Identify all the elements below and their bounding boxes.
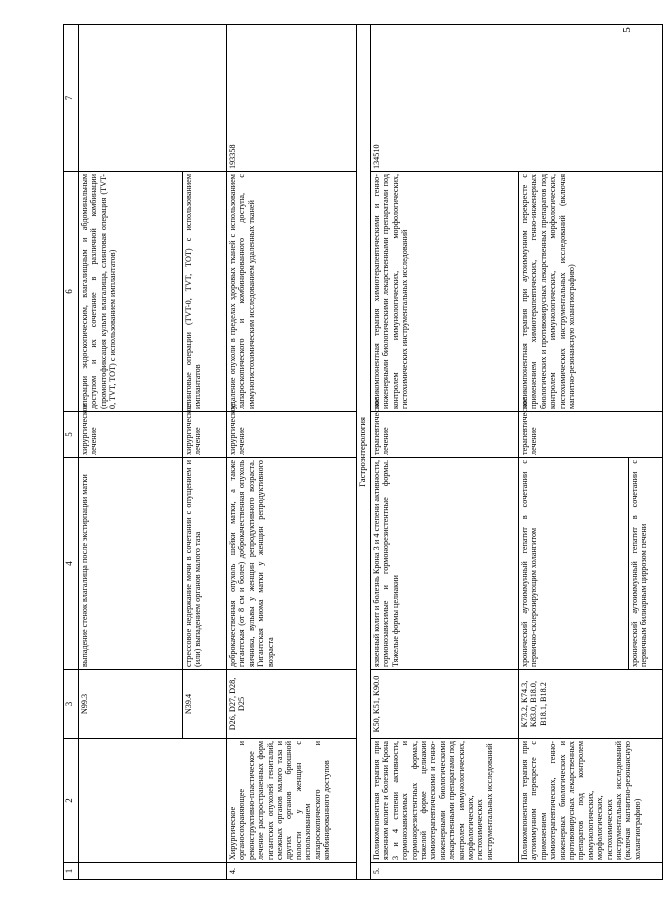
header-cell: 4 — [64, 458, 79, 670]
row-number-cell: 5. — [371, 863, 663, 880]
row-number-cell — [79, 863, 227, 880]
icd-code-cell: K73.2, K74.3, K83.0, B18.0, B18.1, B18.2 — [519, 670, 663, 739]
cost-cell: 193358 — [227, 25, 357, 172]
patient-model-cell: стрессовое недержание мочи в сочетании с опущением и (или) выпадением органов малого таза — [183, 458, 227, 670]
header-cell: 2 — [64, 739, 79, 863]
patient-model-cell: хронический аутоиммунный гепатит в сочетании с первично-склерозирующим холангитом — [519, 458, 629, 670]
icd-code-cell: D26, D27, D28, D25 — [227, 670, 357, 739]
icd-code-cell: N99.3 — [79, 670, 183, 739]
treatment-method-cell: слинговые операции (TVT-0, TVT, TOT) с использованием имплантатов — [183, 172, 227, 412]
vmp-name-cell: Поликомпонентная терапия при язвенном колите и болезни Крона 3 и 4 степени активности, гормонозависимых и гормонорезистентных формах, тяжелой форме целиакии химиотерапевтическими и генно-инженерными биологическими лекарственными препаратами под контролем иммунологических, морфологических, гистохимических инструментальных исследований — [371, 739, 519, 863]
patient-model-cell: хронический аутоиммунный гепатит в сочетании с первичным билиарным циррозом печени — [629, 458, 663, 670]
row-number-cell: 4. — [227, 863, 357, 880]
page-number: 5 — [620, 27, 633, 33]
treatment-type-cell: хирургическое лечение — [79, 412, 183, 458]
header-row — [64, 25, 79, 880]
header-cell: 5 — [64, 412, 79, 458]
treatment-type-cell: терапевтическое лечение — [371, 412, 519, 458]
treatment-type-cell: хирургическое лечение — [227, 412, 357, 458]
medical-care-table — [63, 24, 663, 880]
treatment-method-cell: удаление опухоли в пределах здоровых тканей с использованием лапароскопического и комбинированного доступа, с иммуногистохимическим исследованием удаленных тканей — [227, 172, 357, 412]
treatment-type-cell: хирургическое лечение — [183, 412, 227, 458]
treatment-method-cell: поликомпонентная терапия химиотерапевтическими и генно-инженерными биологическими лекарственными препаратами под контролем иммунологических, морфологических, гистохимических инструментальных исследований — [371, 172, 519, 412]
section-row — [357, 25, 371, 880]
treatment-method-cell: операции эндоскопическим, влагалищным и абдоминальным доступом и их сочетание в различной комбинации (промонтофиксация культи влагалища, слинговая операция (TVT-0, TVT, TOT) с использованием имплантатов) — [79, 172, 183, 412]
icd-code-cell: N39.4 — [183, 670, 227, 739]
cost-cell — [79, 25, 227, 172]
patient-model-cell: выпадение стенок влагалища после экстирпации матки — [79, 458, 183, 670]
header-cell: 7 — [64, 25, 79, 172]
treatment-method-cell: поликомпонентная терапия при аутоиммунном перекресте с применением химиотерапевтических, генно-инженерных биологических и противовирусных лекарственных препаратов под контролем иммунологических, морфологических, гистохимических инструментальных исследований (включая магнитно-резонансную холангиографию) — [519, 172, 663, 412]
cost-cell: 134510 — [371, 25, 663, 172]
rotated-table-container — [63, 25, 649, 880]
table-row — [227, 25, 357, 880]
header-cell: 6 — [64, 172, 79, 412]
icd-code-cell: K50, K51, K90.0 — [371, 670, 519, 739]
treatment-type-cell: терапевтическое лечение — [519, 412, 663, 458]
vmp-name-cell: Хирургическое органосохраняющее и реконструктивно-пластическое лечение распространенных форм гигантских опухолей гениталий, смежных органов малого таза и других органов брюшной полости у женщин с использованием лапароскопического и комбинированного доступов — [227, 739, 357, 863]
header-cell: 1 — [64, 863, 79, 880]
vmp-name-cell: Поликомпонентная терапия при аутоиммунном перекресте с применением химиотерапевтических, генно-инженерных биологических и противовирусных лекарственных препаратов под контролем иммунологических, морфологических, гистохимических инструментальных исследований (включая магнитно-резонансную холангиографию) — [519, 739, 663, 863]
patient-model-cell: доброкачественная опухоль шейки матки, а также гигантская (от 8 см и более) доброкачественная опухоль яичника, вульвы у женщин репродуктивного возраста. Гигантская миома матки у женщин репродуктивного возраста — [227, 458, 357, 670]
table-row — [79, 25, 183, 880]
section-heading: Гастроэнтерология — [357, 25, 371, 880]
table-row — [371, 25, 519, 880]
patient-model-cell: язвенный колит и болезнь Крона 3 и 4 степени активности, гормонозависимые и гормонорезистентные формы. Тяжелые формы целиакии — [371, 458, 519, 670]
vmp-name-cell — [79, 739, 227, 863]
header-cell: 3 — [64, 670, 79, 739]
